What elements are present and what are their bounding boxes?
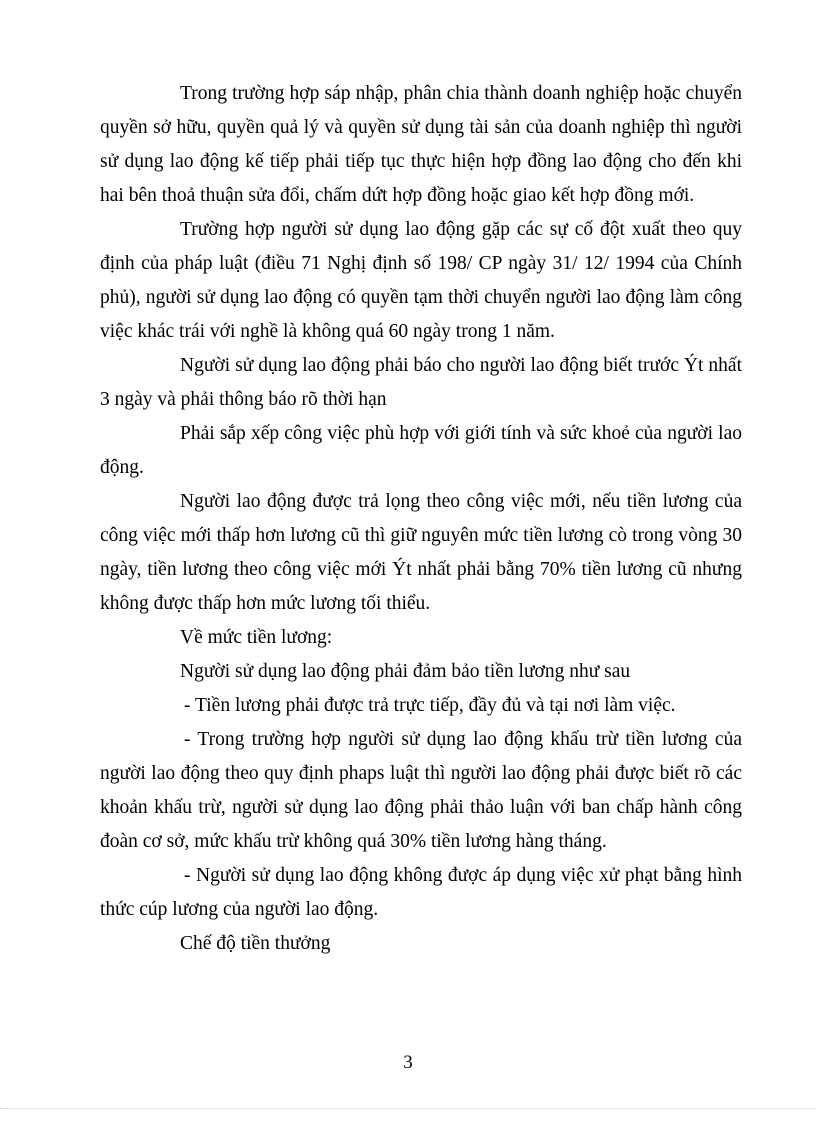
heading-bonus-regime: Chế độ tiền thưởng: [180, 933, 331, 954]
paragraph-arrangement: Phải sắp xếp công việc phù hợp với giới tính và sức khoẻ của người lao động.: [100, 423, 742, 478]
list-item-no-pay-cut-penalty: - Người sử dụng lao động không được áp dụng việc xử phạt bằng hình thức cúp lương của người lao động.: [100, 865, 742, 920]
paragraph-emergency-transfer: Trường hợp người sử dụng lao động gặp các sự cố đột xuất theo quy định của pháp luật (điều 71 Nghị định số 198/ CP ngày 31/ 12/ 1994 của Chính phủ), người sử dụng lao động có quyền tạm thời chuyển người lao động làm công việc khác trái với nghề là không quá 60 ngày trong 1 năm.: [100, 219, 742, 342]
heading-wage-level: Về mức tiền lương:: [180, 627, 333, 648]
document-body: [100, 77, 742, 961]
list-item-deductions: - Trong trường hợp người sử dụng lao động khấu trừ tiền lương của người lao động theo quy định phaps luật thì người lao động phải được biết rõ các khoản khấu trừ, người sử dụng lao động phải thảo luận với ban chấp hành công đoàn cơ sở, mức khấu trừ không quá 30% tiền lương hàng tháng.: [100, 729, 742, 852]
paragraph-wage-guarantee: Người sử dụng lao động phải đảm bảo tiền lương như sau: [180, 661, 631, 682]
paragraph-new-job-pay: Người lao động được trả lọng theo công việc mới, nếu tiền lương của công việc mới thấp hơn lương cũ thì giữ nguyên mức tiền lương cò trong vòng 30 ngày, tiền lương theo công việc mới Ýt nhất phải bằng 70% tiền lương cũ nhưng không được thấp hơn mức lương tối thiểu.: [100, 491, 742, 614]
list-item-direct-payment: - Tiền lương phải được trả trực tiếp, đầy đủ và tại nơi làm việc.: [184, 695, 676, 716]
page-number: 3: [403, 1052, 413, 1073]
paragraph-merger: Trong trường hợp sáp nhập, phân chia thành doanh nghiệp hoặc chuyển quyền sở hữu, quyền quả lý và quyền sử dụng tài sản của doanh nghiệp thì người sử dụng lao động kế tiếp phải tiếp tục thực hiện hợp đồng lao động cho đến khi hai bên thoả thuận sửa đổi, chấm dứt hợp đồng hoặc giao kết hợp đồng mới.: [100, 83, 742, 206]
footer-divider: [0, 1108, 816, 1109]
paragraph-notice: Người sử dụng lao động phải báo cho người lao động biết trước Ýt nhất 3 ngày và phải thông báo rõ thời hạn: [100, 355, 742, 410]
